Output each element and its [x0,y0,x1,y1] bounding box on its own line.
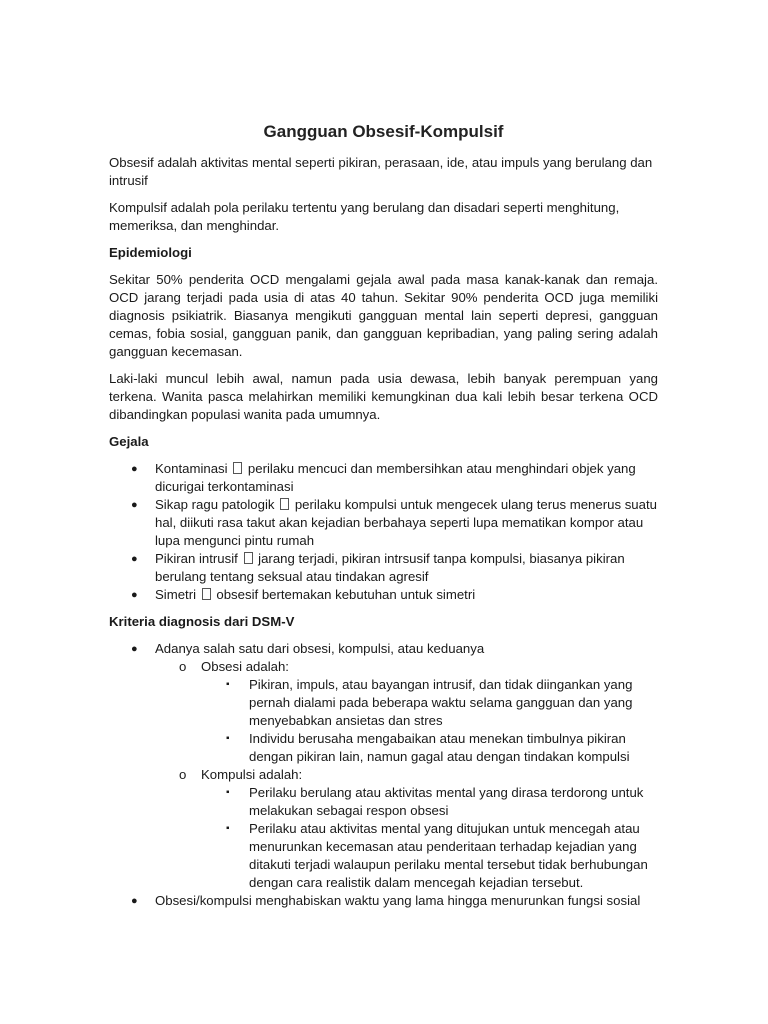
bullet-dot-icon: ● [131,643,138,655]
list-item [201,730,658,766]
list-item [155,766,658,892]
list-item [201,676,658,730]
list-item [109,460,658,496]
kriteria-item-2: Obsesi/kompulsi menghabiskan waktu yang lama hingga menurunkan fungsi sosial [155,893,641,908]
gejala-term: Sikap ragu patologik [155,497,275,512]
missing-glyph-icon [233,462,242,474]
gejala-term: Kontaminasi [155,461,228,476]
missing-glyph-icon [280,498,289,510]
bullet-square-icon: ▪ [226,823,230,834]
gejala-desc: jarang terjadi, pikiran intrsusif tanpa kompulsi, biasanya pikiran berulang tentang seksual atau tindakan agresif [155,551,625,584]
gejala-term: Simetri [155,587,197,602]
heading-gejala: Gejala [109,434,149,449]
list-item [109,496,658,550]
missing-glyph-icon [244,552,253,564]
kriteria-item-1: Adanya salah satu dari obsesi, kompulsi, atau keduanya [155,641,485,656]
gejala-list [109,460,658,604]
gejala-desc: perilaku mencuci dan membersihkan atau menghindari objek yang dicurigai terkontaminasi [155,461,636,494]
list-item [109,586,658,604]
intro-obsesif: Obsesif adalah aktivitas mental seperti pikiran, perasaan, ide, atau impuls yang berulang dan intrusif [109,155,653,188]
bullet-dot-icon: ● [131,895,138,907]
list-item [109,550,658,586]
gejala-term: Pikiran intrusif [155,551,238,566]
bullet-square-icon: ▪ [226,679,230,690]
bullet-dot-icon: ● [131,463,138,475]
missing-glyph-icon [202,588,211,600]
bullet-square-icon: ▪ [226,787,230,798]
kompulsi-list [201,784,658,892]
epidemiologi-paragraph-1: Sekitar 50% penderita OCD mengalami gejala awal pada masa kanak-kanak dan remaja. OCD jarang terjadi pada usia di atas 40 tahun. Sekitar 90% penderita OCD juga memiliki diagnosis psikiatrik. Biasanya mengikuti gangguan mental lain seperti depresi, gangguan cemas, fobia sosial, gangguan panik, dan gangguan kepribadian, yang paling sering adalah gangguan kecemasan. [109,272,658,359]
obsesi-item: Pikiran, impuls, atau bayangan intrusif, dan tidak diingankan yang pernah dialami pada beberapa waktu selama gangguan dan yang menyebabkan ansietas dan stres [249,677,633,728]
document-title: Gangguan Obsesif-Kompulsif [263,122,504,141]
kriteria-sublist [155,658,658,892]
obsesi-label: Obsesi adalah: [201,659,289,674]
obsesi-item: Individu berusaha mengabaikan atau menekan timbulnya pikiran dengan pikiran lain, namun gagal atau dengan tindakan kompulsi [249,731,630,764]
gejala-desc: perilaku kompulsi untuk mengecek ulang terus menerus suatu hal, diikuti rasa takut akan kejadian berbahaya seperti lupa mematikan kompor atau lupa mengunci pintu rumah [155,497,657,548]
intro-kompulsif: Kompulsif adalah pola perilaku tertentu yang berulang dan disadari seperti menghitung, memeriksa, dan menghindar. [109,200,620,233]
obsesi-list [201,676,658,766]
bullet-circle-icon: o [179,659,187,674]
list-item [109,892,658,910]
bullet-dot-icon: ● [131,499,138,511]
kompulsi-item: Perilaku berulang atau aktivitas mental yang dirasa terdorong untuk melakukan sebagai respon obsesi [249,785,644,818]
bullet-square-icon: ▪ [226,733,230,744]
list-item [201,820,658,892]
kompulsi-label: Kompulsi adalah: [201,767,303,782]
heading-kriteria: Kriteria diagnosis dari DSM-V [109,614,295,629]
kriteria-list [109,640,658,658]
heading-epidemiologi: Epidemiologi [109,245,192,260]
kriteria-list-continued [109,892,658,910]
list-item [201,784,658,820]
gejala-desc: obsesif bertemakan kebutuhan untuk simetri [216,587,476,602]
list-item [109,640,658,658]
bullet-circle-icon: o [179,767,187,782]
bullet-dot-icon: ● [131,553,138,565]
epidemiologi-paragraph-2: Laki-laki muncul lebih awal, namun pada usia dewasa, lebih banyak perempuan yang terkena. Wanita pasca melahirkan memiliki kemungkinan dua kali lebih besar terkena OCD dibandingkan populasi wanita pada umumnya. [109,371,658,422]
kompulsi-item: Perilaku atau aktivitas mental yang ditujukan untuk mencegah atau menurunkan kecemasan atau penderitaan terhadap kejadian yang ditakuti terjadi walaupun perilaku mental tersebut tidak berhubungan dengan cara realistik dalam mencegah kejadian tersebut. [249,821,648,890]
list-item [155,658,658,766]
bullet-dot-icon: ● [131,589,138,601]
